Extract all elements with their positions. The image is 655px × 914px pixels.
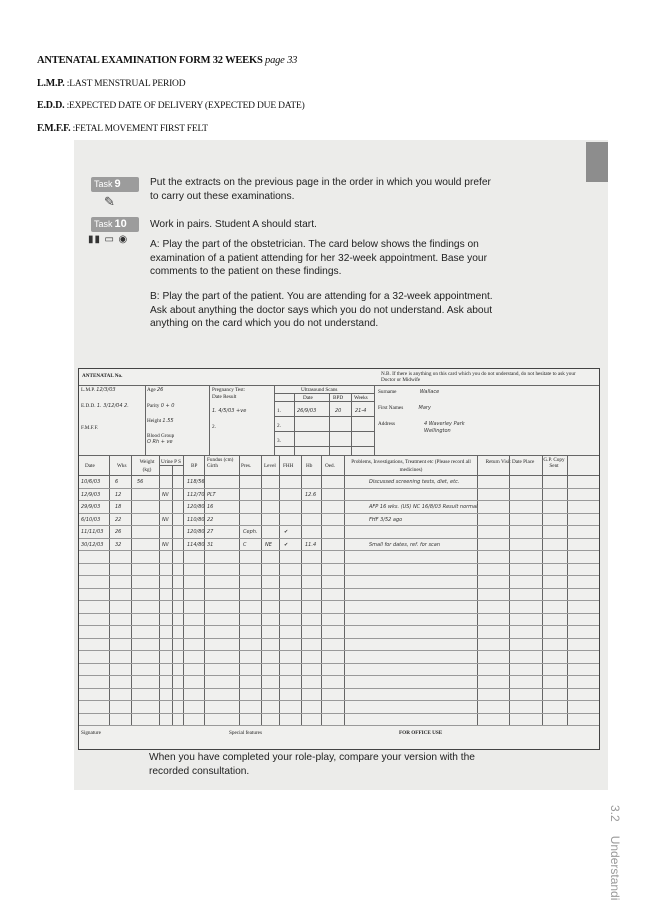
cell-fhh: ✔ bbox=[284, 541, 289, 548]
cell-wks: 18 bbox=[115, 504, 122, 510]
cell-fundus: PLT bbox=[207, 491, 216, 498]
col-hb: Hb bbox=[306, 463, 313, 469]
col-fundus: Fundus (cm) Girth bbox=[207, 457, 234, 469]
height-value: 1.55 bbox=[162, 418, 174, 424]
page-reference: page 33 bbox=[265, 55, 298, 66]
cell-note: AFP 16 wks. (US) NC 16/8/03 Result normal bbox=[369, 504, 478, 510]
task-10-badge: Task 10 bbox=[91, 217, 139, 232]
cell-pres: Ceph. bbox=[243, 529, 258, 535]
col-return-visit: Return Visit Date Place bbox=[485, 459, 535, 465]
cell-note: Discussed screening tests, diet, etc. bbox=[369, 479, 460, 485]
col-fhh: FHH bbox=[283, 463, 294, 469]
cell-hb: 11.4 bbox=[305, 541, 317, 548]
lmp-label: L.M.P. 12/3/03 bbox=[81, 387, 116, 393]
first-names-value: Mary bbox=[418, 405, 431, 411]
office-use-label: FOR OFFICE USE bbox=[399, 730, 443, 736]
us-col-date: Date bbox=[303, 395, 313, 401]
fmff-definition bbox=[37, 123, 208, 134]
cell-date: 29/9/03 bbox=[81, 504, 101, 510]
col-pres: Pres. bbox=[241, 463, 252, 469]
col-weight: Weight (kg) bbox=[139, 459, 155, 473]
us-row-3-idx: 3. bbox=[277, 438, 281, 444]
us-row-1-bpd: 20 bbox=[335, 408, 342, 414]
cell-fundus: 16 bbox=[207, 504, 214, 510]
page-title bbox=[37, 55, 297, 66]
cell-note: FHF 3/52 ago bbox=[369, 516, 403, 523]
def-edd: :EXPECTED DATE OF DELIVERY (EXPECTED DUE DATE) bbox=[64, 101, 305, 111]
col-bp: BP bbox=[191, 463, 198, 469]
blood-group-label: Blood Group O Rh + ve bbox=[147, 433, 175, 445]
address-label: Address bbox=[378, 421, 396, 427]
age-value: 26 bbox=[156, 387, 164, 393]
cell-bp: 120/80 bbox=[187, 529, 205, 535]
col-gp-copy: G.P. Copy Sent bbox=[543, 457, 565, 469]
special-features-label: Special features bbox=[229, 730, 262, 736]
lmp-value: 12/3/03 bbox=[96, 387, 116, 393]
us-row-1-idx: 1. bbox=[277, 408, 281, 414]
us-row-2-idx: 2. bbox=[277, 423, 281, 429]
task-10-text: Work in pairs. Student A should start. bbox=[150, 219, 317, 230]
abbr-lmp: L.M.P. bbox=[37, 78, 65, 89]
abbr-fmff: F.M.F.F. bbox=[37, 123, 71, 134]
height-label: Height 1.55 bbox=[147, 418, 174, 424]
col-problems: Problems, Investigations, Treatment etc (Please record all medicines) bbox=[351, 459, 471, 473]
cell-wks: 32 bbox=[115, 541, 122, 548]
surname-label: Surname Wallace bbox=[378, 389, 440, 395]
cell-urine: Nil bbox=[162, 541, 169, 548]
closing-instruction: When you have completed your role-play, compare your version with the recorded consultation. bbox=[149, 752, 475, 777]
cell-wks: 12 bbox=[115, 491, 122, 498]
cell-urine: Nil bbox=[162, 491, 169, 498]
unit-word: Understandi bbox=[608, 835, 622, 901]
cell-bp: 120/80 bbox=[187, 504, 205, 510]
edd-value: 1. 3/12/04 2. bbox=[96, 403, 129, 409]
col-wks: Wks bbox=[117, 463, 127, 469]
cell-bp: 112/70 bbox=[187, 491, 205, 498]
address-value: 4 Waverley Park Wellington bbox=[424, 421, 465, 434]
us-row-1-date: 26/9/03 bbox=[297, 408, 317, 414]
ultrasound-label: Ultrasound Scans bbox=[301, 387, 338, 393]
parity-value: 0 + 0 bbox=[160, 403, 175, 409]
age-label: Age 26 bbox=[147, 387, 164, 393]
cell-date: 30/12/03 bbox=[81, 541, 104, 548]
cell-urine: Nil bbox=[162, 516, 169, 523]
pregnancy-test-2: 2. bbox=[212, 424, 216, 430]
def-fmff: :FETAL MOVEMENT FIRST FELT bbox=[70, 124, 208, 134]
signature-label: Signature bbox=[81, 730, 101, 736]
cell-wt: 56 bbox=[137, 479, 144, 485]
task-9-badge: Task 9 bbox=[91, 177, 139, 192]
us-col-bpd: BPD bbox=[333, 395, 344, 401]
cell-wks: 26 bbox=[115, 529, 122, 535]
pregnancy-test-subheader: Date Result bbox=[212, 394, 237, 400]
us-row-1-weeks: 21-4 bbox=[355, 408, 367, 414]
col-oed: Oed. bbox=[325, 463, 335, 469]
cell-bp: 114/80 bbox=[187, 541, 205, 548]
pencil-icon: ✎ bbox=[104, 194, 115, 209]
part-a-text: A: Play the part of the obstetrician. The card below shows the findings on examination of a patient attending for her 32-week appointment. Base your comments to the patient on these findings. bbox=[150, 239, 487, 277]
def-lmp: :LAST MENSTRUAL PERIOD bbox=[64, 79, 186, 89]
unit-number: 3.2 bbox=[608, 805, 622, 822]
cell-date: 12/9/03 bbox=[81, 491, 101, 498]
first-names-label: First Names Mary bbox=[378, 405, 431, 411]
cell-hb: 12.6 bbox=[305, 491, 317, 498]
cell-date: 11/11/03 bbox=[81, 529, 104, 535]
cell-fhh: ✔ bbox=[284, 529, 289, 535]
antenatal-card bbox=[78, 368, 600, 750]
cell-wks: 22 bbox=[115, 516, 122, 523]
parity-label: Parity 0 + 0 bbox=[147, 403, 175, 409]
blood-group-value: O Rh + ve bbox=[147, 439, 173, 445]
pregnancy-test-label: Pregnancy Test: bbox=[212, 387, 246, 393]
cell-date: 6/10/03 bbox=[81, 516, 101, 523]
task-9-text: Put the extracts on the previous page in the order in which you would prefer to carry out these examinations. bbox=[150, 177, 491, 202]
cell-fundus: 27 bbox=[207, 529, 214, 535]
form-title: ANTENATAL EXAMINATION FORM 32 WEEKS bbox=[37, 55, 263, 66]
abbr-edd: E.D.D. bbox=[37, 100, 65, 111]
cell-bp: 110/80 bbox=[187, 516, 205, 523]
col-date: Date bbox=[85, 463, 95, 469]
card-nb-note: N.B. If there is anything on this card which you do not understand, do not hesitate to ask your Doctor or Midwife bbox=[381, 371, 576, 383]
cell-note: Small for dates, ref. for scan bbox=[369, 541, 441, 548]
col-urine: Urine P S bbox=[161, 459, 181, 465]
pregnancy-test-1: 1. 4/5/03 +ve bbox=[212, 408, 247, 414]
cell-bp: 118/56 bbox=[187, 479, 205, 485]
surname-value: Wallace bbox=[419, 389, 440, 395]
us-col-weeks: Weeks bbox=[354, 395, 368, 401]
edd-label: E.D.D. 1. 3/12/04 2. bbox=[81, 403, 129, 409]
cell-pres: C bbox=[243, 541, 247, 548]
lmp-definition bbox=[37, 78, 185, 89]
pairwork-icons: ▮▮ ▭ ◉ bbox=[88, 234, 129, 245]
cell-fundus: 22 bbox=[207, 516, 214, 523]
edd-definition bbox=[37, 100, 305, 111]
cell-level: NE bbox=[265, 541, 272, 548]
card-title: ANTENATAL No. bbox=[82, 373, 123, 379]
part-b-text: B: Play the part of the patient. You are attending for a 32-week appointment. Ask about anything the doctor says which you do not understand. Ask about anything on the card which you do not understand. bbox=[150, 291, 493, 329]
col-level: Level bbox=[264, 463, 276, 469]
cell-wks: 6 bbox=[115, 479, 119, 485]
cell-fundus: 31 bbox=[207, 541, 214, 548]
chapter-tab bbox=[586, 142, 608, 182]
scanned-book-page bbox=[74, 140, 622, 901]
fmff-label: F.M.F.F. bbox=[81, 425, 99, 431]
cell-date: 10/6/03 bbox=[81, 479, 101, 485]
